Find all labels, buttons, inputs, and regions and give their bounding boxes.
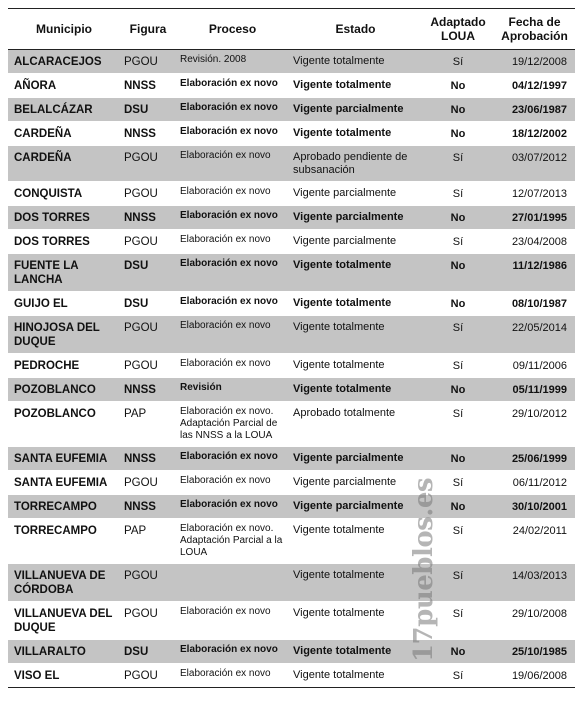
cell-estado: Vigente totalmente [293, 524, 385, 536]
cell-municipio: SANTA EUFEMIA [14, 477, 108, 489]
cell-figura: NNSS [120, 495, 176, 519]
cell-estado: Vigente totalmente [293, 607, 385, 619]
cell-estado: Vigente totalmente [289, 664, 422, 688]
table-row [8, 354, 575, 378]
cell-municipio: POZOBLANCO [8, 378, 120, 402]
cell-figura: PGOU [124, 608, 158, 620]
cell-municipio: VILLANUEVA DE CÓRDOBA [8, 564, 120, 602]
table-row [8, 402, 575, 447]
table-row [8, 602, 575, 640]
cell-fecha: 19/06/2008 [494, 664, 575, 688]
table-row [8, 182, 575, 206]
cell-figura: DSU [120, 254, 176, 292]
cell-municipio: SANTA EUFEMIA [8, 447, 120, 471]
cell-adaptado: No [422, 495, 494, 519]
cell-adaptado: Sí [422, 564, 494, 602]
cell-municipio: BELALCÁZAR [8, 98, 120, 122]
header-estado: Estado [289, 9, 422, 50]
cell-proceso: Elaboración ex novo [176, 254, 289, 292]
table-row [8, 564, 575, 602]
cell-figura: NNSS [124, 128, 156, 140]
cell-estado: Vigente totalmente [289, 254, 422, 292]
cell-estado: Vigente parcialmente [293, 187, 397, 199]
cell-fecha: 27/01/1995 [494, 206, 575, 230]
cell-municipio: CARDEÑA [8, 146, 120, 182]
cell-fecha: 19/12/2008 [494, 50, 575, 74]
cell-estado: Vigente parcialmente [289, 447, 422, 471]
cell-fecha: 30/10/2001 [494, 495, 575, 519]
cell-proceso: Elaboración ex novo [176, 98, 289, 122]
cell-proceso: Elaboración ex novo. Adaptación Parcial de las NNSS a la LOUA [180, 406, 278, 441]
cell-fecha: 05/11/1999 [494, 378, 575, 402]
cell-fecha: 23/06/1987 [494, 98, 575, 122]
cell-estado: Vigente totalmente [289, 378, 422, 402]
cell-adaptado: No [450, 298, 466, 310]
cell-estado: Vigente parcialmente [289, 98, 422, 122]
cell-fecha: 11/12/1986 [494, 254, 575, 292]
cell-figura: NNSS [120, 378, 176, 402]
cell-figura: PGOU [120, 50, 176, 74]
cell-fecha: 29/10/2008 [511, 608, 567, 620]
cell-proceso: Elaboración ex novo [176, 664, 289, 688]
cell-adaptado: Sí [422, 50, 494, 74]
cell-fecha: 03/07/2012 [494, 146, 575, 182]
cell-adaptado: No [422, 98, 494, 122]
cell-municipio: DOS TORRES [8, 206, 120, 230]
cell-proceso: Elaboración ex novo. Adaptación Parcial a la LOUA [180, 523, 283, 558]
cell-municipio: VISO EL [8, 664, 120, 688]
table-row [8, 254, 575, 292]
table-row [8, 495, 575, 519]
table-row [8, 146, 575, 182]
cell-fecha: 23/04/2008 [511, 236, 567, 248]
header-fecha-line2: Aprobación [501, 29, 568, 43]
cell-estado: Vigente totalmente [289, 50, 422, 74]
header-proceso: Proceso [176, 9, 289, 50]
table-row [8, 74, 575, 98]
header-figura: Figura [120, 9, 176, 50]
table-row [8, 378, 575, 402]
cell-figura: PGOU [124, 236, 158, 248]
cell-figura: PGOU [120, 316, 176, 354]
cell-figura: PGOU [120, 564, 176, 602]
header-municipio: Municipio [8, 9, 120, 50]
planning-status-table [8, 8, 575, 688]
cell-figura: PGOU [124, 360, 158, 372]
cell-proceso: Elaboración ex novo [176, 146, 289, 182]
cell-fecha: 24/02/2011 [512, 525, 567, 537]
cell-municipio: AÑORA [14, 80, 57, 92]
cell-estado: Vigente totalmente [293, 79, 392, 91]
cell-municipio: TORRECAMPO [14, 525, 97, 537]
cell-municipio: GUIJO EL [14, 298, 68, 310]
cell-fecha: 08/10/1987 [511, 298, 567, 310]
cell-adaptado: No [422, 378, 494, 402]
cell-municipio: DOS TORRES [14, 236, 90, 248]
table-row [8, 471, 575, 495]
header-adaptado [422, 9, 494, 50]
cell-adaptado: Sí [452, 608, 464, 620]
cell-proceso: Elaboración ex novo [176, 640, 289, 664]
cell-adaptado: Sí [422, 664, 494, 688]
table-row [8, 447, 575, 471]
cell-proceso: Revisión [176, 378, 289, 402]
header-row [8, 9, 575, 50]
table-row [8, 292, 575, 316]
cell-estado: Vigente totalmente [289, 640, 422, 664]
cell-adaptado: Sí [452, 477, 464, 489]
cell-fecha: 25/06/1999 [494, 447, 575, 471]
cell-adaptado: Sí [452, 236, 464, 248]
cell-estado: Vigente totalmente [293, 297, 392, 309]
table-body [8, 50, 575, 688]
cell-adaptado: No [450, 128, 466, 140]
cell-proceso: Elaboración ex novo [180, 475, 271, 486]
cell-municipio: CARDEÑA [14, 128, 72, 140]
cell-municipio: HINOJOSA DEL DUQUE [8, 316, 120, 354]
planning-table-container [8, 8, 575, 688]
table-row [8, 664, 575, 688]
table-row [8, 206, 575, 230]
table-row [8, 230, 575, 254]
cell-fecha: 09/11/2006 [512, 360, 567, 372]
table-row [8, 640, 575, 664]
cell-fecha: 22/05/2014 [494, 316, 575, 354]
cell-proceso: Elaboración ex novo [176, 206, 289, 230]
cell-figura: NNSS [120, 447, 176, 471]
cell-estado: Vigente parcialmente [289, 495, 422, 519]
cell-proceso: Elaboración ex novo [180, 78, 278, 89]
cell-figura: PGOU [120, 664, 176, 688]
cell-estado: Vigente totalmente [293, 127, 392, 139]
cell-municipio: VILLARALTO [8, 640, 120, 664]
cell-proceso: Elaboración ex novo [180, 186, 271, 197]
header-fecha-line1: Fecha de [508, 15, 561, 29]
cell-estado: Vigente parcialmente [289, 206, 422, 230]
cell-proceso: Elaboración ex novo [180, 234, 271, 245]
cell-figura: NNSS [120, 206, 176, 230]
cell-municipio: TORRECAMPO [8, 495, 120, 519]
cell-estado: Vigente parcialmente [293, 476, 397, 488]
cell-adaptado: Sí [452, 525, 464, 537]
cell-estado: Vigente parcialmente [293, 235, 397, 247]
cell-figura: DSU [120, 640, 176, 664]
cell-proceso: Elaboración ex novo [176, 447, 289, 471]
cell-municipio: ALCARACEJOS [8, 50, 120, 74]
cell-adaptado: Sí [422, 316, 494, 354]
cell-figura: DSU [124, 298, 149, 310]
cell-proceso: Elaboración ex novo [180, 296, 278, 307]
cell-figura: PGOU [124, 188, 158, 200]
cell-proceso: Elaboración ex novo [180, 358, 271, 369]
cell-estado: Vigente totalmente [289, 316, 422, 354]
cell-estado: Vigente totalmente [289, 564, 422, 602]
cell-figura: PGOU [120, 146, 176, 182]
cell-fecha: 18/12/2002 [511, 128, 567, 140]
cell-adaptado: Sí [452, 188, 464, 200]
cell-estado: Aprobado totalmente [293, 407, 396, 419]
cell-municipio: VILLANUEVA DEL DUQUE [14, 608, 113, 634]
cell-fecha: 04/12/1997 [511, 80, 567, 92]
cell-proceso: Revisión. 2008 [176, 50, 289, 74]
table-row [8, 316, 575, 354]
cell-adaptado: No [422, 206, 494, 230]
cell-fecha: 29/10/2012 [511, 408, 567, 420]
cell-adaptado: Sí [452, 408, 464, 420]
cell-municipio: POZOBLANCO [14, 408, 96, 420]
cell-adaptado: No [422, 447, 494, 471]
cell-figura: PGOU [124, 477, 158, 489]
cell-estado: Vigente totalmente [293, 359, 385, 371]
cell-figura: PAP [124, 525, 147, 537]
cell-municipio: PEDROCHE [14, 360, 80, 372]
cell-adaptado: No [450, 80, 466, 92]
cell-proceso: Elaboración ex novo [176, 316, 289, 354]
table-row [8, 122, 575, 146]
cell-fecha: 25/10/1985 [494, 640, 575, 664]
cell-fecha: 14/03/2013 [494, 564, 575, 602]
cell-figura: DSU [120, 98, 176, 122]
cell-adaptado: Sí [452, 360, 464, 372]
cell-figura: PAP [124, 408, 147, 420]
header-adaptado-line1: Adaptado [430, 15, 486, 29]
header-adaptado-line2: LOUA [441, 29, 475, 43]
cell-fecha: 12/07/2013 [511, 188, 567, 200]
watermark-text: 17pueblos.es [409, 477, 439, 663]
cell-municipio: FUENTE LA LANCHA [8, 254, 120, 292]
table-row [8, 98, 575, 122]
table-row [8, 50, 575, 74]
header-fecha [494, 9, 575, 50]
cell-estado: Aprobado pendiente de subsanación [289, 146, 422, 182]
table-row [8, 519, 575, 564]
cell-municipio: CONQUISTA [14, 188, 83, 200]
cell-adaptado: No [422, 254, 494, 292]
cell-proceso [176, 564, 289, 602]
cell-proceso: Elaboración ex novo [176, 495, 289, 519]
cell-adaptado: Sí [422, 146, 494, 182]
cell-fecha: 06/11/2012 [512, 477, 567, 489]
cell-figura: NNSS [124, 80, 156, 92]
cell-adaptado: No [422, 640, 494, 664]
cell-proceso: Elaboración ex novo [180, 126, 278, 137]
cell-proceso: Elaboración ex novo [180, 606, 271, 617]
